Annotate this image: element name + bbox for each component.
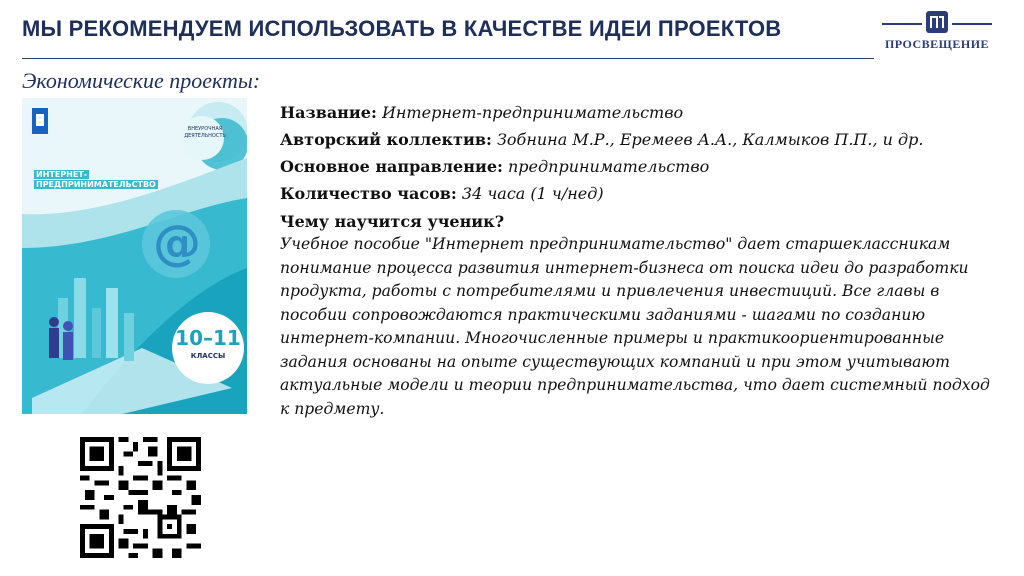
info-hours-row (280, 180, 1000, 207)
info-authors-row (280, 126, 1000, 153)
cover-badge: ВНЕУРОЧНАЯ ДЕЯТЕЛЬНОСТЬ (184, 126, 226, 139)
cover-grade-label: КЛАССЫ (190, 352, 226, 360)
project-info (280, 99, 1000, 421)
direction-label: Основное направление: (280, 157, 503, 176)
logo-text: ПРОСВЕЩЕНИЕ (884, 37, 990, 51)
cover-grade: 10–11 (175, 326, 241, 350)
description-text: Учебное пособие "Интернет предпринимательство" дает старшеклассникам понимание процесса развития интернет-бизнеса от поиска идеи до разработки продукта, работы с потребителями и привлечения инвестиций. Все главы в пособии сопровождаются практическими заданиями - шагами по созданию интернет-компании. Многочисленные примеры и практикоориентированные задания основаны на опыте существующих компаний и при этом учитывают актуальные модели и теории предпринимательства, что дает системный подход к предмету. (280, 235, 990, 418)
section-subtitle: Экономические проекты: (22, 68, 261, 93)
info-name-row (280, 99, 1000, 126)
info-direction-row (280, 153, 1000, 180)
authors-label: Авторский коллектив: (280, 130, 492, 149)
qr-code[interactable] (80, 437, 201, 558)
hours-value: 34 часа (1 ч/нед) (461, 184, 604, 203)
hours-label: Количество часов: (280, 184, 457, 203)
prosveshchenie-logo[interactable] (876, 8, 998, 52)
name-value: Интернет-предпринимательство (381, 103, 684, 122)
cover-at-symbol: @ (153, 215, 201, 271)
book-cover-image (22, 98, 247, 414)
page-title: МЫ РЕКОМЕНДУЕМ ИСПОЛЬЗОВАТЬ В КАЧЕСТВЕ ИДЕИ ПРОЕКТОВ (22, 16, 782, 41)
cover-title-line2: ПРЕДПРИНИМАТЕЛЬСТВО (36, 180, 156, 189)
authors-value: Зобнина М.Р., Еремеев А.А., Калмыков П.П., и др. (496, 130, 924, 149)
learn-heading: Чему научится ученик? (280, 212, 505, 231)
direction-value: предпринимательство (508, 157, 710, 176)
logo-emblem-icon (876, 8, 998, 38)
name-label: Название: (280, 103, 377, 122)
header-divider (22, 58, 874, 59)
cover-title-line1: ИНТЕРНЕТ- (36, 170, 88, 179)
